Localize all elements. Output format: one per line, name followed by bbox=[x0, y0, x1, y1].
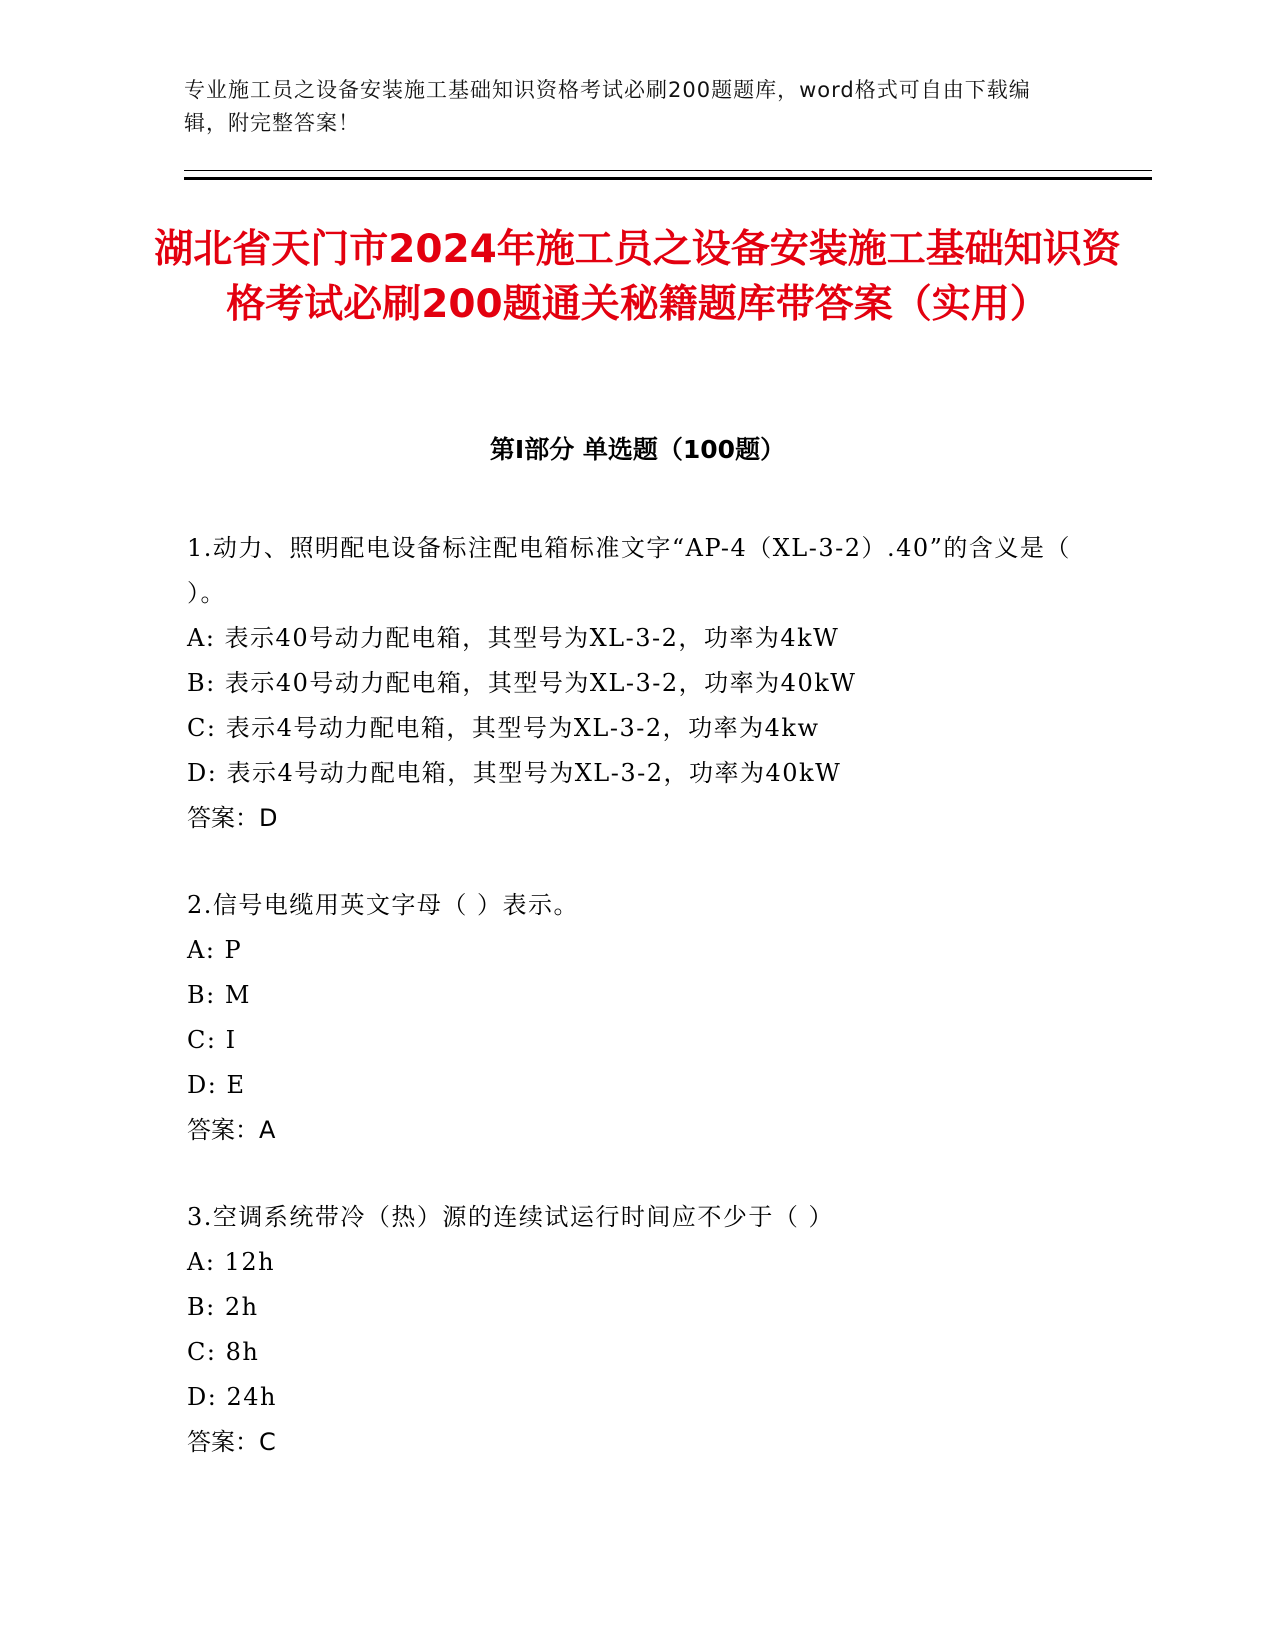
answer-line: 答案：A bbox=[187, 1116, 276, 1144]
option-a: A: P bbox=[187, 936, 243, 964]
option-d: D: 表示4号动力配电箱，其型号为XL-3-2，功率为40kW bbox=[187, 759, 842, 787]
question-list bbox=[187, 526, 1087, 1507]
option-a: A: 表示40号动力配电箱，其型号为XL-3-2，功率为4kW bbox=[187, 624, 840, 652]
question-1 bbox=[187, 526, 1087, 841]
option-b: B: M bbox=[187, 981, 251, 1009]
option-c: C: 表示4号动力配电箱，其型号为XL-3-2，功率为4kw bbox=[187, 714, 820, 742]
option-d: D: 24h bbox=[187, 1383, 277, 1411]
document-title: 湖北省天门市2024年施工员之设备安装施工基础知识资格考试必刷200题通关秘籍题库带答案（实用） bbox=[154, 227, 1121, 327]
answer-line: 答案：C bbox=[187, 1428, 276, 1456]
option-b: B: 表示40号动力配电箱，其型号为XL-3-2，功率为40kW bbox=[187, 669, 857, 697]
question-text: 3.空调系统带冷（热）源的连续试运行时间应不少于（ ） bbox=[187, 1203, 835, 1231]
question-3 bbox=[187, 1195, 1087, 1465]
question-2 bbox=[187, 883, 1087, 1153]
question-text: 2.信号电缆用英文字母（ ）表示。 bbox=[187, 891, 580, 919]
header-rule-thick bbox=[184, 177, 1152, 180]
answer-line: 答案：D bbox=[187, 804, 278, 832]
option-c: C: 8h bbox=[187, 1338, 260, 1366]
option-c: C: I bbox=[187, 1026, 237, 1054]
section-heading: 第I部分 单选题（100题） bbox=[489, 435, 786, 464]
option-a: A: 12h bbox=[187, 1248, 276, 1276]
question-text: 1.动力、照明配电设备标注配电箱标准文字“AP-4（XL-3-2）.40”的含义是（ ）。 bbox=[187, 534, 1081, 607]
option-d: D: E bbox=[187, 1071, 246, 1099]
option-b: B: 2h bbox=[187, 1293, 259, 1321]
header-rule-thin bbox=[184, 170, 1152, 171]
header-note: 专业施工员之设备安装施工基础知识资格考试必刷200题题库，word格式可自由下载编辑，附完整答案！ bbox=[184, 78, 1031, 135]
